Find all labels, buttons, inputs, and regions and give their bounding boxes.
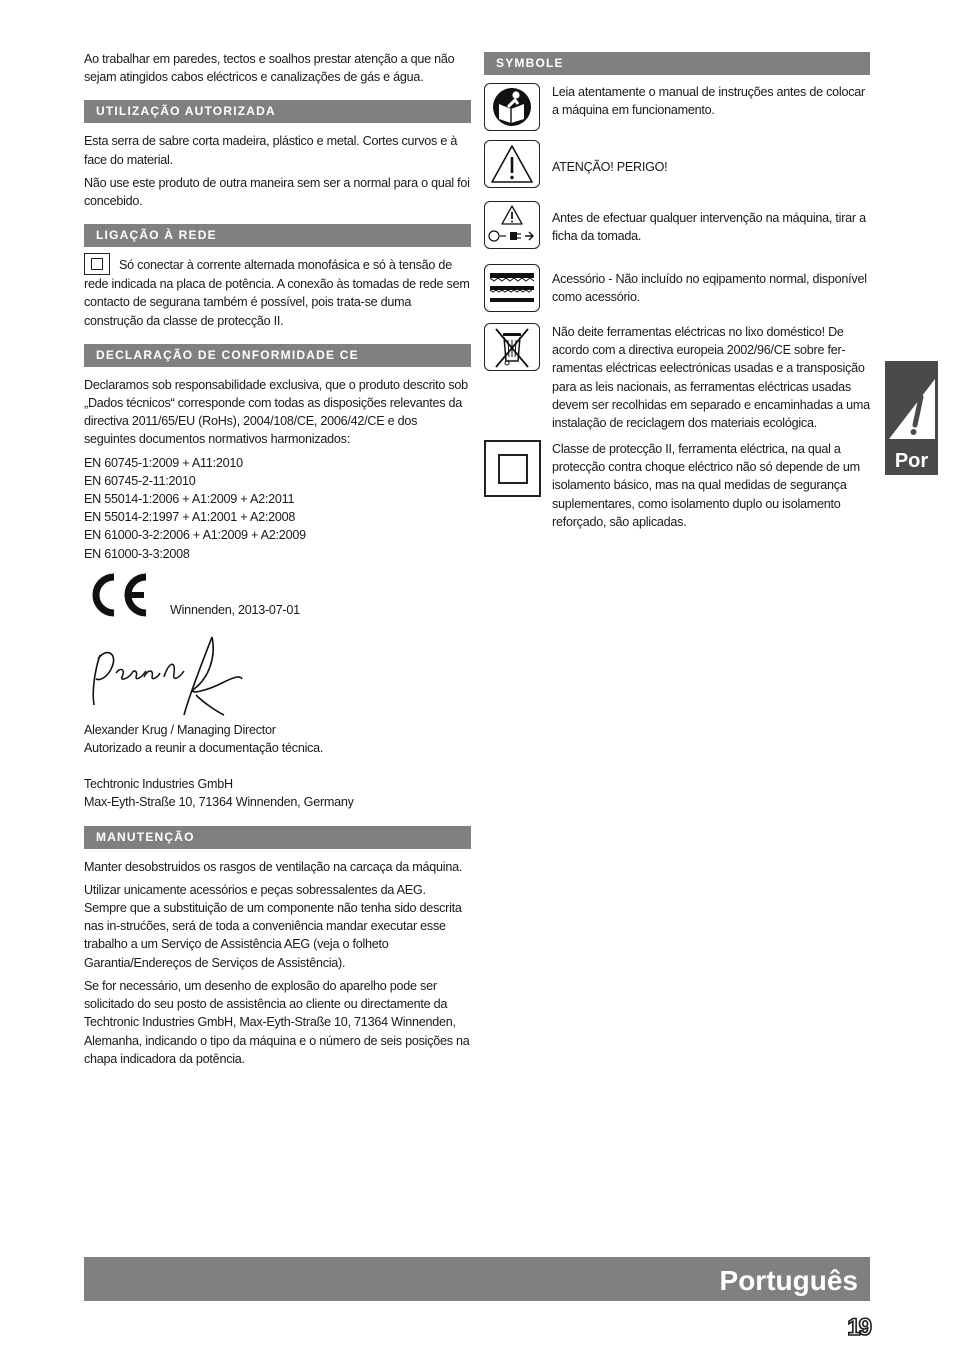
language-tab-label: Por (894, 450, 929, 472)
right-column (484, 52, 870, 550)
standards-list (84, 454, 471, 563)
symbol-description: Acessório - Não incluído no eqipamento normal, disponível como acessório. (552, 272, 867, 305)
symbol-row (484, 440, 870, 550)
accessory-blades-icon (484, 264, 540, 312)
standard-item: EN 60745-1:2009 + A11:2010 (84, 455, 243, 470)
symbol-description: Não deite ferramentas eléctricas no lixo doméstico! De acordo com a directiva europeia 2002/96/CE sobre fer-ramentas eléctricas eelectrónicas usadas e a transposição para as leis nacionais, as ferramentas eléctricas usadas devem ser recolhidas em separado e encaminhadas a uma instalação de reciclagem dos materiais ecológica. (552, 325, 870, 431)
standard-item: EN 55014-2:1997 + A1:2001 + A2:2008 (84, 510, 296, 525)
manutencao-paragraph-1: Manter desobstruidos os rasgos de ventilação na carcaça da máquina. (84, 859, 463, 874)
place-date: Winnenden, 2013-07-01 (170, 602, 300, 617)
standard-item: EN 55014-1:2006 + A1:2009 + A2:2011 (84, 492, 295, 507)
warning-icon (484, 140, 540, 188)
symbol-description: Leia atentamente o manual de instruções antes de colocar a máquina em funcionamento. (552, 85, 865, 118)
symbol-row (484, 201, 870, 264)
warning-triangle-icon (887, 377, 936, 441)
utilizacao-paragraph-1: Esta serra de sabre corta madeira, plástico e metal. Cortes curvos e à face do material. (84, 134, 458, 167)
signer-line: Alexander Krug / Managing Director (84, 722, 276, 737)
symbol-row (484, 264, 870, 325)
symbol-description: ATENÇÃO! PERIGO! (552, 160, 668, 174)
company-line: Techtronic Industries GmbH (84, 777, 233, 792)
intro-paragraph: Ao trabalhar em paredes, tectos e soalhos prestar atenção a que não sejam atingidos cabos eléctricos e canalizações de gás e água. (84, 52, 455, 85)
ligacao-paragraph (84, 256, 471, 330)
authorized-line: Autorizado a reunir a documentação técnica. (84, 741, 324, 756)
class-ii-square-icon (84, 253, 110, 275)
manual-icon (484, 83, 540, 131)
symbol-description: Classe de protecção II, ferramenta eléctrica, na qual a protecção contra choque eléctrico não só depende de um isolamento básico, mas na qual medidas de segurança suplementares, como isolamento duplo ou isolamento reforçado, são aplicadas. (552, 442, 860, 529)
manutencao-paragraph-3: Se for necessário, um desenho de explosão do aparelho pode ser solicitado do seu posto de assistência ao cliente ou directamente da Techtronic Industries GmbH, Max-Eyth-Straße 10, 71364 Winnenden, Alemanha, indicando o tipo da máquina e o número de seis posições na chapa indicadora da potência. (84, 978, 470, 1066)
ce-mark-icon (84, 571, 150, 619)
section-header-manutencao: MANUTENÇÃO (84, 826, 471, 849)
standard-item: EN 61000-3-2:2006 + A1:2009 + A2:2009 (84, 528, 306, 543)
left-column (84, 50, 471, 1073)
crossed-bin-icon (484, 323, 540, 371)
symbol-description: Antes de efectuar qualquer intervenção na máquina, tirar a ficha da tomada. (552, 211, 866, 244)
signature-image (84, 633, 254, 721)
class-ii-icon (484, 440, 541, 497)
symbol-row (484, 323, 870, 440)
section-header-utilizacao: UTILIZAÇÃO AUTORIZADA (84, 100, 471, 123)
unplug-icon (484, 201, 540, 249)
signature (84, 633, 471, 721)
standard-item: EN 60745-2-11:2010 (84, 473, 196, 488)
declaracao-paragraph: Declaramos sob responsabilidade exclusiva, que o produto descrito sob „Dados técnicos“ corresponde com todas as disposições relevantes da directiva 2011/65/EU (RoHs), 2004/108/CE, 2006/42/CE e dos seguintes documentos normativos harmonizados: (84, 377, 468, 447)
manutencao-paragraph-2: Utilizar unicamente acessórios e peças sobressalentes da AEG. Sempre que a substituição de um componente não tenha sido descrita nas in-strućões, será de toda a conveniência mandar executar esse trabalho a um Serviço de Assistência AEG (veja o folheto Garantia/Endereços de Serviços de Assistência). (84, 882, 462, 970)
standard-item: EN 61000-3-3:2008 (84, 546, 190, 561)
ce-block (84, 569, 471, 633)
ligacao-text: Só conectar à corrente alternada monofásica e só à tensão de rede indicada na placa de potência. A conexão às tomadas de rede sem contacto de seguranа também é possível, pois trata-se duma construção da classe de protecção II. (84, 258, 470, 328)
language-side-tab (885, 361, 938, 475)
page-number: 19 (847, 1314, 870, 1341)
address-line: Max-Eyth-Straße 10, 71364 Winnenden, Germany (84, 795, 354, 810)
section-header-ligacao: LIGAÇÃO À REDE (84, 224, 471, 247)
footer-language-bar: Português (84, 1257, 870, 1301)
symbol-row (484, 83, 870, 140)
section-header-symbole: SYMBOLE (484, 52, 870, 75)
symbol-row (484, 140, 870, 201)
utilizacao-paragraph-2: Não use este produto de outra maneira sem ser a normal para o qual foi concebido. (84, 175, 470, 209)
section-header-declaracao: DECLARAÇÃO DE CONFORMIDADE CE (84, 344, 471, 367)
